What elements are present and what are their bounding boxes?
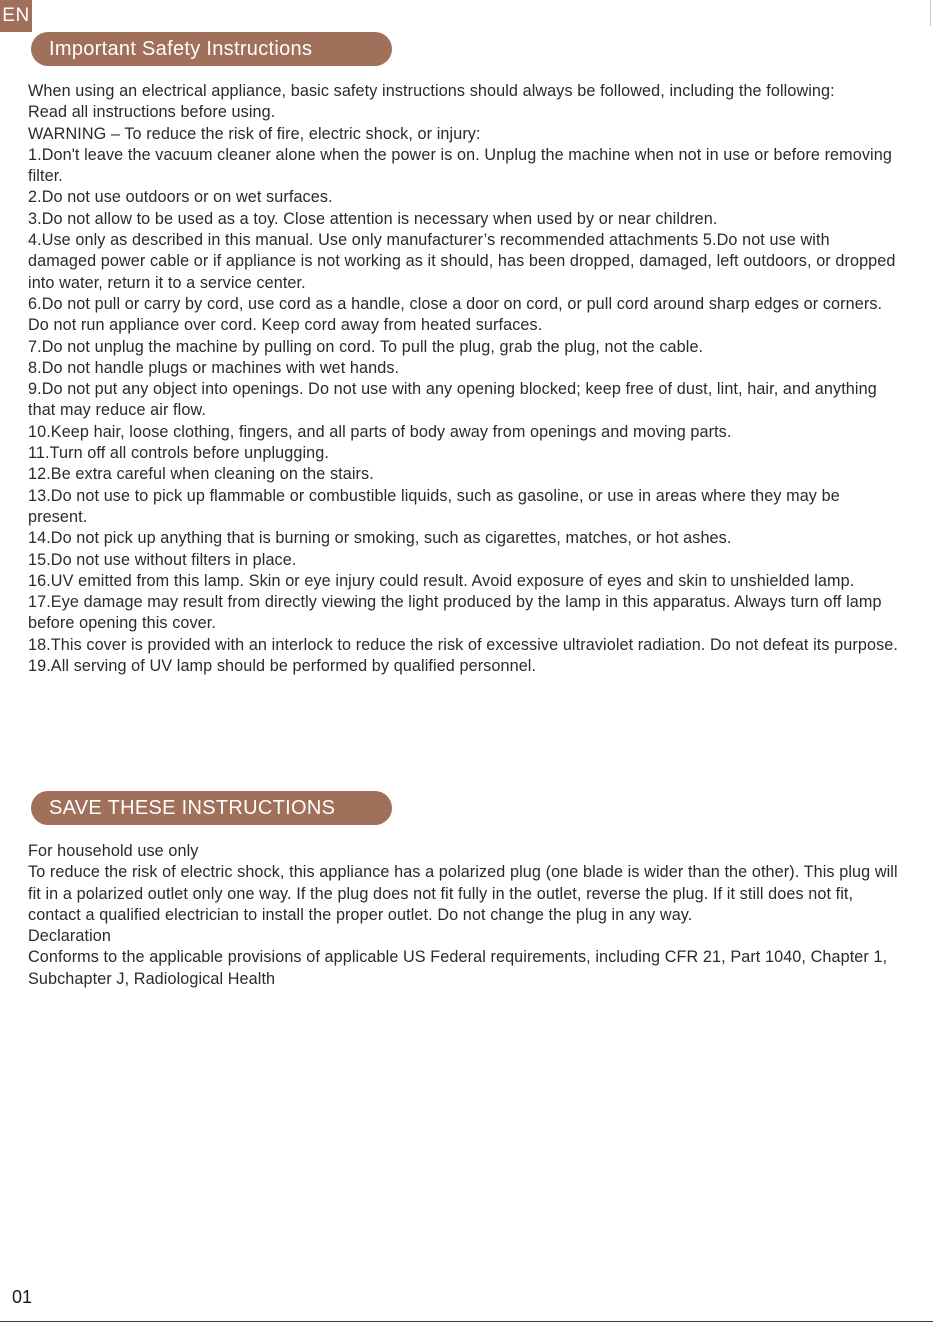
- polarized-plug-note: To reduce the risk of electric shock, this appliance has a polarized plug (one blade is wider than the other). This plug will fit in a polarized outlet only one way. If the plug does not fit fully in the outlet, reverse the plug. If it still does not fit, contact a qualified electrician to install the proper outlet. Do not change the plug in any way.: [28, 863, 898, 924]
- instruction-item: 13.Do not use to pick up flammable or combustible liquids, such as gasoline, or use in areas where they may be present.: [28, 486, 840, 526]
- safety-heading: Important Safety Instructions: [31, 32, 392, 66]
- instruction-item: 3.Do not allow to be used as a toy. Close attention is necessary when used by or near children.: [28, 209, 718, 228]
- read-line: Read all instructions before using.: [28, 103, 276, 122]
- instruction-item: 17.Eye damage may result from directly viewing the light produced by the lamp in this apparatus. Always turn off lamp before opening this cover.: [28, 593, 882, 633]
- instruction-item: 7.Do not unplug the machine by pulling on cord. To pull the plug, grab the plug, not the cable.: [28, 337, 704, 356]
- instruction-item: 19.All serving of UV lamp should be performed by qualified personnel.: [28, 657, 537, 676]
- household-line: For household use only: [28, 842, 199, 860]
- instruction-item: 15.Do not use without filters in place.: [28, 550, 297, 569]
- instruction-item: 18.This cover is provided with an interlock to reduce the risk of excessive ultraviolet radiation. Do not defeat its purpose.: [28, 635, 898, 654]
- page-number: 01: [12, 1287, 33, 1307]
- instruction-item: 11.Turn off all controls before unplugging.: [28, 444, 329, 463]
- instruction-item: 14.Do not pick up anything that is burning or smoking, such as cigarettes, matches, or hot ashes.: [28, 529, 732, 548]
- save-instructions-heading: SAVE THESE INSTRUCTIONS: [31, 791, 392, 825]
- household-notice: [28, 841, 900, 990]
- instruction-item: 16.UV emitted from this lamp. Skin or eye injury could result. Avoid exposure of eyes and skin to unshielded lamp.: [28, 571, 855, 590]
- instruction-item: 12.Be extra careful when cleaning on the stairs.: [28, 465, 374, 484]
- language-tab: EN: [0, 0, 32, 32]
- instruction-item: 8.Do not handle plugs or machines with wet hands.: [28, 358, 400, 377]
- edge-rule: [930, 0, 931, 26]
- instruction-item: 4.Use only as described in this manual. Use only manufacturer’s recommended attachments 5.Do not use with damaged power cable or if appliance is not working as it should, has been dropped, damaged, left outdoors, or dropped into water, return it to a service center.: [28, 231, 896, 292]
- bottom-rule: [0, 1321, 933, 1322]
- instruction-item: 9.Do not put any object into openings. Do not use with any opening blocked; keep free of dust, lint, hair, and anything that may reduce air flow.: [28, 380, 877, 420]
- instruction-item: 10.Keep hair, loose clothing, fingers, and all parts of body away from openings and moving parts.: [28, 422, 732, 441]
- declaration-label: Declaration: [28, 927, 111, 946]
- instruction-item: 2.Do not use outdoors or on wet surfaces.: [28, 188, 333, 207]
- instruction-item: 1.Don't leave the vacuum cleaner alone when the power is on. Unplug the machine when not in use or before removing filter.: [28, 145, 892, 186]
- safety-instructions: [28, 81, 900, 677]
- intro-line: When using an electrical appliance, basic safety instructions should always be followed, including the following:: [28, 82, 835, 100]
- instruction-item: 6.Do not pull or carry by cord, use cord as a handle, close a door on cord, or pull cord around sharp edges or corners. Do not run appliance over cord. Keep cord away from heated surfaces.: [28, 294, 883, 335]
- declaration-text: Conforms to the applicable provisions of applicable US Federal requirements, including CFR 21, Part 1040, Chapter 1, Subchapter J, Radiological Health: [28, 948, 888, 988]
- warning-line: WARNING – To reduce the risk of fire, electric shock, or injury:: [28, 124, 481, 143]
